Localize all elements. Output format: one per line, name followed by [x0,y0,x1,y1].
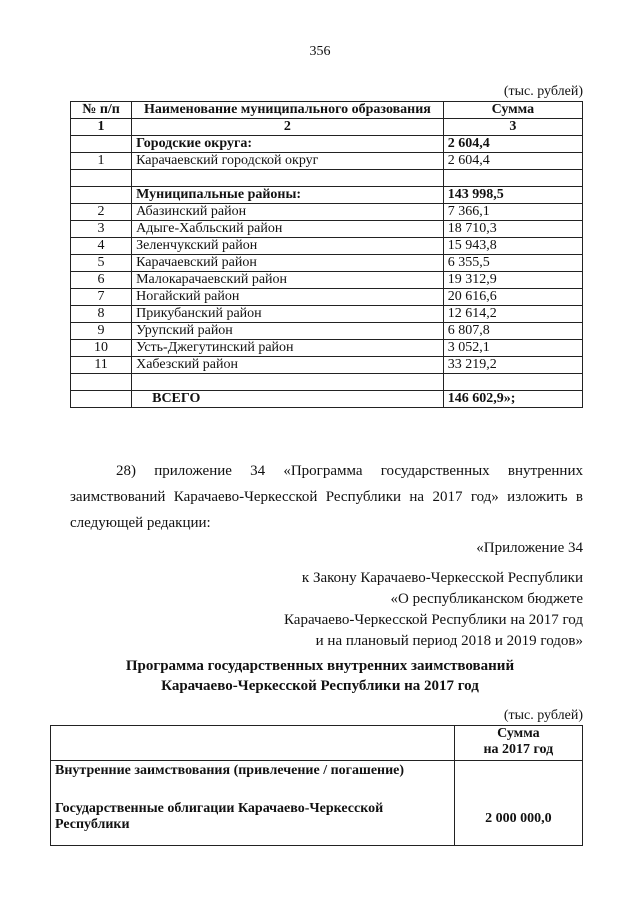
table-body [71,136,583,391]
sum-header-line: Сумма [497,726,540,741]
table-row [71,221,583,238]
row-name [132,374,444,391]
header-num: № п/п [71,102,132,119]
program-title [0,656,640,696]
row-num [71,170,132,187]
row-sum: 15 943,8 [443,238,582,255]
table-row [71,340,583,357]
row-name: Карачаевский городской округ [132,153,444,170]
row-sum: 20 616,6 [443,289,582,306]
table-row [71,323,583,340]
row-num: 6 [71,272,132,289]
row-sum [443,170,582,187]
index-cell: 3 [443,119,582,136]
row-sum: 18 710,3 [443,221,582,238]
row-name: Прикубанский район [132,306,444,323]
row-sum [443,374,582,391]
borrowing-header-empty [51,726,455,761]
row-name: Хабезский район [132,357,444,374]
table-total-row [71,391,583,408]
row-sum: 7 366,1 [443,204,582,221]
row-name: Урупский район [132,323,444,340]
appendix-line: и на плановый период 2018 и 2019 годов» [315,633,583,649]
row-num [71,187,132,204]
borrowing-table [50,725,583,846]
index-cell: 1 [71,119,132,136]
program-title-line: Программа государственных внутренних заимствований [125,658,515,674]
row-name [132,170,444,187]
borrowing-header-sum [454,726,582,761]
table-row [71,170,583,187]
unit-label-bottom: (тыс. рублей) [503,708,583,723]
table-row [71,374,583,391]
row-sum: 6 355,5 [443,255,582,272]
sum-header-line: на 2017 год [483,742,554,757]
table-row [71,255,583,272]
row-num: 9 [71,323,132,340]
row-sum: 2 604,4 [443,136,582,153]
row-num: 1 [71,153,132,170]
table-row [71,204,583,221]
header-sum: Сумма [443,102,582,119]
row-num: 10 [71,340,132,357]
table-header-row [71,102,583,119]
borrowing-row-title: Внутренние заимствования (привлечение / погашение) [55,763,405,778]
row-name: Ногайский район [132,289,444,306]
row-num [71,374,132,391]
table-row [71,238,583,255]
table-row [71,153,583,170]
row-num: 7 [71,289,132,306]
table-row [71,289,583,306]
program-title-line: Карачаево-Черкесской Республики на 2017 год [161,678,479,694]
appendix-line: «О республиканском бюджете [390,591,583,607]
row-num: 8 [71,306,132,323]
row-num: 3 [71,221,132,238]
row-name: Адыге-Хабльский район [132,221,444,238]
row-name: Усть-Джегутинский район [132,340,444,357]
table-row [71,272,583,289]
row-name: Абазинский район [132,204,444,221]
table-row [71,306,583,323]
index-cell: 2 [132,119,444,136]
amendment-paragraph: 28) приложение 34 «Программа государственных внутренних заимствований Карачаево-Черкесской Республики на 2017 год» изложить в следующей редакции: [70,463,583,531]
table-row [71,187,583,204]
row-sum: 33 219,2 [443,357,582,374]
municipal-table [70,101,583,408]
row-name: Карачаевский район [132,255,444,272]
borrowing-description [51,761,455,846]
table-row [71,136,583,153]
borrowing-header-row [51,726,583,761]
row-sum: 12 614,2 [443,306,582,323]
row-num [71,136,132,153]
table-index-row [71,119,583,136]
row-name: Муниципальные районы: [132,187,444,204]
row-name: Городские округа: [132,136,444,153]
row-name: Зеленчукский район [132,238,444,255]
row-sum: 19 312,9 [443,272,582,289]
appendix-line: Карачаево-Черкесской Республики на 2017 год [284,612,583,628]
row-sum: 6 807,8 [443,323,582,340]
borrowing-row-item: Государственные облигации Карачаево-Черкесской Республики [55,801,384,832]
unit-label-top: (тыс. рублей) [503,84,583,99]
row-num: 5 [71,255,132,272]
row-sum: 2 604,4 [443,153,582,170]
appendix-title: «Приложение 34 [476,540,583,556]
total-sum: 146 602,9»; [443,391,582,408]
row-sum: 143 998,5 [443,187,582,204]
page-number: 356 [309,44,331,59]
table-row [71,357,583,374]
borrowing-value: 2 000 000,0 [454,761,582,846]
total-num [71,391,132,408]
borrowing-data-row [51,761,583,846]
row-num: 11 [71,357,132,374]
row-sum: 3 052,1 [443,340,582,357]
header-name: Наименование муниципального образования [132,102,444,119]
total-label: ВСЕГО [132,391,444,408]
row-num: 4 [71,238,132,255]
row-name: Малокарачаевский район [132,272,444,289]
appendix-line: к Закону Карачаево-Черкесской Республики [301,570,583,586]
appendix-reference [284,568,583,652]
row-num: 2 [71,204,132,221]
